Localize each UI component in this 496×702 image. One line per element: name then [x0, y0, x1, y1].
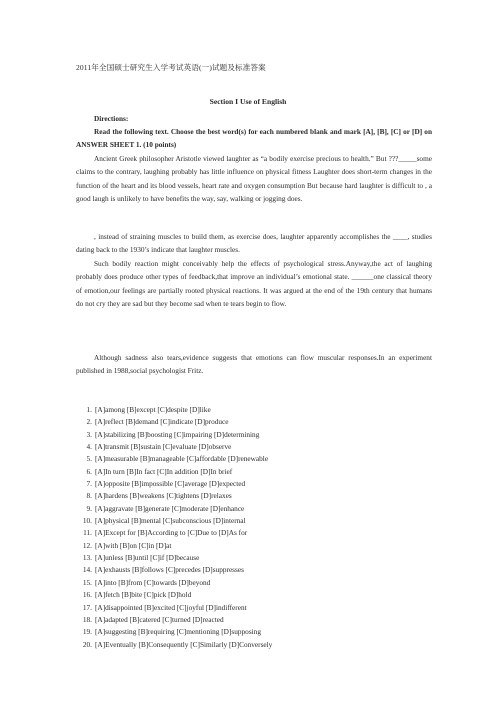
option-row — [76, 639, 272, 651]
option-choices: [A]physical [B]mental [C]subconscious [D]internal — [95, 516, 246, 526]
option-choices: [A]among [B]except [C]despite [D]like — [95, 405, 211, 414]
question-number: 11. — [83, 528, 92, 538]
question-number: 18. — [82, 614, 92, 624]
question-number: 16. — [82, 590, 92, 600]
question-number: 3. — [86, 429, 92, 439]
passage-paragraph-3: Such bodily reaction might conceivably help the effects of psychological stress.Anyway,the act of laughing probably does produce other types of feedback,that improve an individual’s emotional state. ______one classical theory of emotion,our feelings are partially rooted physical reactions. It was argued at the end of the 19th century that humans do not cry they are sad but they become sad when te tears begin to flow. — [76, 259, 432, 309]
directions-text: Read the following text. Choose the best word(s) for each numbered blank and mark [A], [B], [C] or [D] on ANSWER SHEET 1. (10 points) — [76, 127, 432, 150]
section-title: Section I Use of English — [209, 97, 287, 106]
option-choices: [A]into [B]from [C]towards [D]beyond — [95, 577, 211, 587]
question-number: 17. — [82, 602, 92, 612]
question-number: 13. — [82, 553, 92, 563]
question-number: 7. — [86, 479, 92, 489]
option-row — [76, 478, 272, 490]
question-number: 14. — [82, 565, 92, 575]
question-number: 6. — [86, 466, 92, 476]
question-number: 10. — [82, 516, 92, 526]
option-row — [76, 552, 272, 564]
question-number: 12. — [82, 540, 92, 550]
option-choices: [A]reflect [B]demand [C]indicate [D]produce — [95, 417, 229, 427]
option-row — [76, 453, 272, 465]
option-choices: [A]with [B]on [C]in [D]at — [95, 540, 172, 550]
option-choices: [A]fetch [B]bite [C]pick [D]hold — [95, 590, 192, 600]
option-row — [76, 564, 272, 576]
option-choices: [A]hardens [B]weakens [C]tightens [D]relaxes — [95, 491, 232, 501]
option-row — [76, 503, 272, 515]
passage-paragraph-1: Ancient Greek philosopher Aristotle viewed laughter as “a bodily exercise precious to health.” But ???_____some claims to the contrary, laughing probably has little influence on physical fitness Laughter does short-term changes in the function of the heart and its blood vessels, heart rate and oxygen consumption But because hard laughter is difficult to , a good laugh is unlikely to have benefits the way, say, walking or jogging does. — [76, 154, 432, 204]
question-number: 8. — [86, 491, 92, 501]
option-choices: [A]suggesting [B]requiring [C]mentioning [D]supposing — [95, 627, 261, 637]
option-row — [76, 527, 272, 539]
question-number: 20. — [82, 639, 92, 649]
option-choices: [A]adapted [B]catered [C]turned [D]reacted — [95, 614, 224, 624]
option-row — [76, 429, 272, 441]
question-number: 5. — [86, 454, 92, 464]
option-choices: [A]Eventually [B]Consequently [C]Similarly [D]Conversely — [95, 639, 273, 649]
option-choices: [A]exhausts [B]follows [C]precedes [D]suppresses — [95, 565, 244, 575]
document-title: 2011年全国硕士研究生入学考试英语(一)试题及标准答案 — [76, 63, 266, 72]
question-number: 2. — [86, 417, 92, 427]
option-choices: [A]disappointed [B]excited [C]joyful [D]indifferent — [95, 602, 247, 612]
option-choices: [A]Except for [B]According to [C]Due to [D]As for — [95, 528, 248, 538]
option-choices: [A]measurable [B]manageable [C]affordable [D]renewable — [95, 454, 269, 464]
option-row — [76, 540, 272, 552]
option-row — [76, 626, 272, 638]
option-choices: [A]unless [B]until [C]if [D]because — [95, 553, 200, 563]
passage-paragraph-2: , instead of straining muscles to build them, as exercise does, laughter apparently accomplishes the ____, studies dating back to the 1930’s indicate that laughter muscles. — [76, 232, 432, 255]
option-row — [76, 416, 272, 428]
option-choices: [A]In turn [B]In fact [C]In addition [D]In brief — [95, 466, 233, 476]
option-row — [76, 441, 272, 453]
option-row — [76, 515, 272, 527]
answer-options-list — [76, 404, 272, 651]
question-number: 4. — [86, 442, 92, 452]
option-row — [76, 614, 272, 626]
option-row — [76, 466, 272, 478]
option-row — [76, 602, 272, 614]
question-number: 1. — [86, 405, 92, 414]
option-row — [76, 490, 272, 502]
question-number: 9. — [86, 503, 92, 513]
option-row — [76, 577, 272, 589]
passage-paragraph-4: Although sadness also tears,evidence suggests that emotions can flow muscular responses.In an experiment published in 1988,social psychologist Fritz. — [76, 353, 432, 376]
option-choices: [A]stabilizing [B]boosting [C]impairing [D]determining — [95, 429, 260, 439]
directions-label: Directions: — [94, 114, 129, 123]
option-row — [76, 589, 272, 601]
option-choices: [A]opposite [B]impossible [C]average [D]expected — [95, 479, 246, 489]
option-choices: [A]aggravate [B]generate [C]moderate [D]enhance — [95, 503, 245, 513]
option-row — [76, 404, 272, 416]
question-number: 15. — [82, 577, 92, 587]
question-number: 19. — [82, 627, 92, 637]
option-choices: [A]transmit [B]sustain [C]evaluate [D]observe — [95, 442, 232, 452]
